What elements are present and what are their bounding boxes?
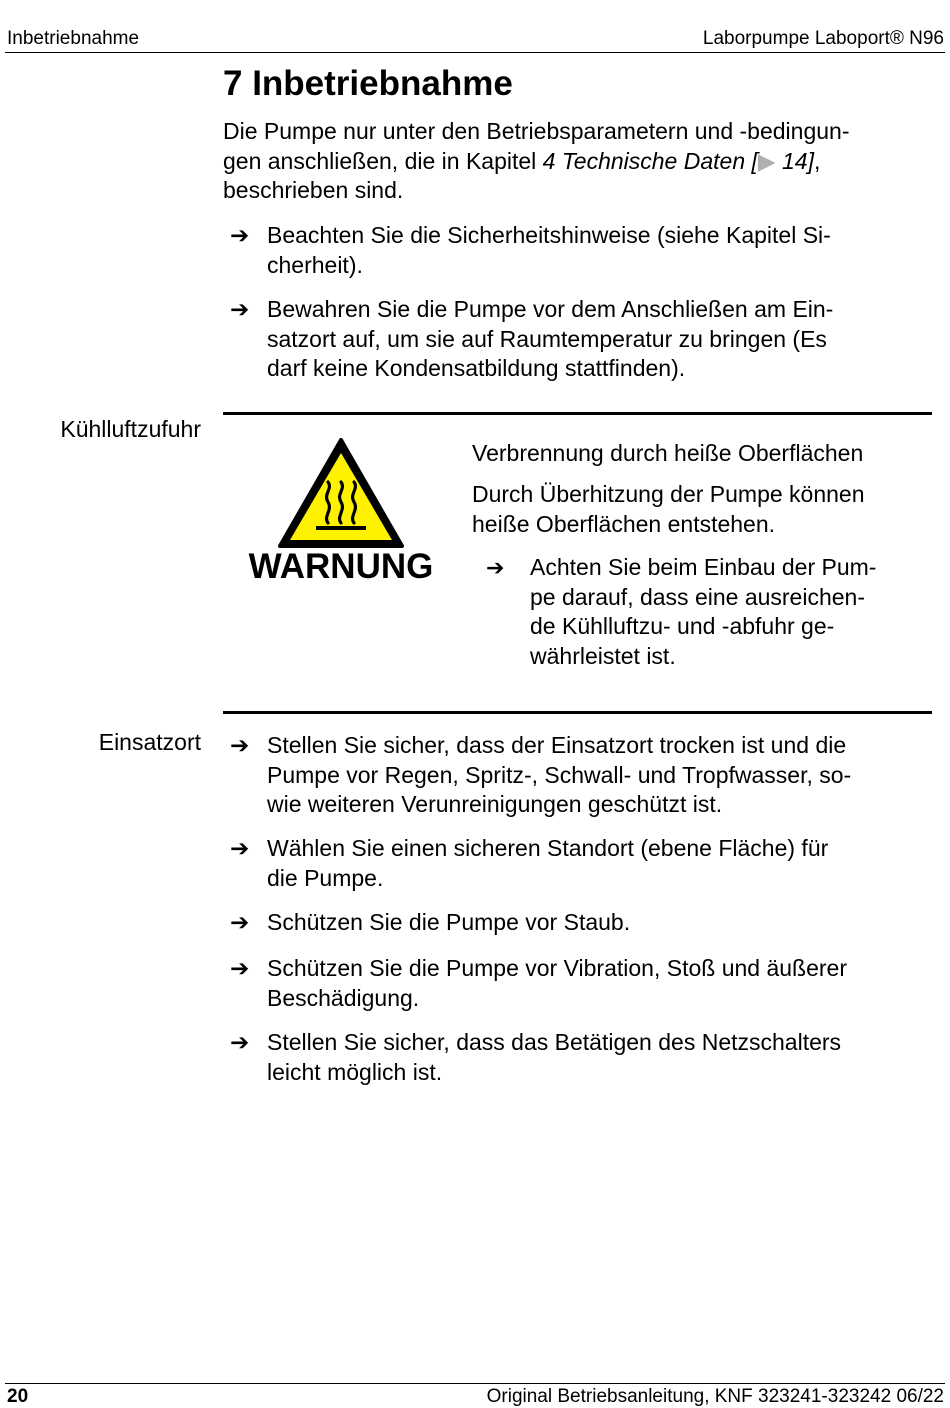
running-header-product: Laborpumpe Laboport® N96	[702, 28, 944, 49]
list-item-line: satzort auf, um sie auf Raumtemperatur zu bringen (Es	[267, 325, 827, 352]
section-rule	[223, 711, 932, 714]
margin-label-cooling: Kühlluftzufuhr	[60, 416, 201, 442]
list-item-line: Beschädigung.	[267, 984, 420, 1011]
list-item-line: Stellen Sie sicher, dass der Einsatzort trocken ist und die	[267, 732, 847, 758]
list-item-line: Schützen Sie die Pumpe vor Vibration, Stoß und äußerer	[267, 955, 848, 981]
hazard-description	[472, 480, 922, 539]
list-item-line: Pumpe vor Regen, Spritz-, Schwall- und Tropfwasser, so-	[267, 761, 852, 788]
list-item-line: Beachten Sie die Sicherheitshinweise (siehe Kapitel Si-	[267, 222, 831, 248]
arrow-right-icon: ➔	[230, 909, 250, 935]
arrow-right-icon: ➔	[230, 955, 250, 981]
list-item	[230, 908, 920, 938]
chapter-cross-reference[interactable]	[543, 148, 814, 174]
arrow-right-icon: ➔	[230, 296, 250, 322]
hazard-action-line: de Kühlluftzu- und -abfuhr ge-	[530, 613, 835, 639]
arrow-right-icon: ➔	[230, 1029, 250, 1055]
list-item	[230, 834, 920, 893]
footer-rule	[5, 1383, 945, 1384]
page-number: 20	[7, 1386, 29, 1407]
arrow-right-icon: ➔	[230, 732, 250, 758]
list-item	[230, 295, 920, 384]
list-item-line: leicht möglich ist.	[267, 1058, 443, 1085]
list-item-line: darf keine Kondensatbildung stattfinden).	[267, 355, 686, 381]
arrow-right-icon: ➔	[486, 555, 505, 580]
hazard-title: Verbrennung durch heiße Oberflächen	[472, 440, 864, 466]
intro-line-3: beschrieben sind.	[223, 177, 404, 203]
header-rule	[5, 52, 945, 53]
arrow-right-icon: ➔	[230, 222, 250, 248]
hazard-action	[486, 553, 926, 671]
section-rule	[223, 412, 932, 415]
intro-paragraph	[223, 117, 923, 206]
list-item-line: wie weiteren Verunreinigungen geschützt ist.	[267, 791, 723, 817]
intro-line-1: Die Pumpe nur unter den Betriebsparametern und -bedingun-	[223, 118, 850, 144]
margin-label-location: Einsatzort	[98, 729, 201, 755]
signal-word: WARNUNG	[248, 547, 434, 586]
hazard-line: heiße Oberflächen entstehen.	[472, 510, 776, 537]
chapter-title: 7 Inbetriebnahme	[223, 64, 513, 103]
cross-reference-text: 4 Technische Daten [	[542, 147, 758, 174]
list-item-line: Wählen Sie einen sicheren Standort (ebene Fläche) für	[267, 835, 829, 861]
list-item	[230, 731, 920, 820]
running-header-section: Inbetriebnahme	[7, 28, 140, 49]
arrow-right-icon: ➔	[230, 835, 250, 861]
list-item	[230, 221, 920, 280]
cross-reference-page: 14]	[775, 147, 814, 174]
list-item	[230, 1028, 920, 1087]
intro-line-2-prefix: gen anschließen, die in Kapitel	[223, 147, 543, 174]
hazard-line: Durch Überhitzung der Pumpe können	[472, 481, 865, 507]
page-reference-icon: ▶	[757, 147, 776, 174]
list-item-line: Bewahren Sie die Pumpe vor dem Anschließen am Ein-	[267, 296, 834, 322]
list-item-line: cherheit).	[267, 251, 363, 278]
hazard-action-line: währleistet ist.	[530, 642, 676, 669]
hazard-action-line: Achten Sie beim Einbau der Pum-	[530, 554, 877, 580]
hazard-action-line: pe darauf, dass eine ausreichen-	[530, 583, 865, 610]
list-item-line: Schützen Sie die Pumpe vor Staub.	[267, 909, 631, 935]
list-item-line: die Pumpe.	[267, 864, 384, 891]
footer-document-id: Original Betriebsanleitung, KNF 323241-323242 06/22	[486, 1386, 944, 1407]
list-item-line: Stellen Sie sicher, dass das Betätigen des Netzschalters	[267, 1029, 842, 1055]
list-item	[230, 954, 920, 1013]
hot-surface-warning-icon	[276, 436, 406, 551]
intro-line-2-suffix: ,	[813, 147, 821, 174]
